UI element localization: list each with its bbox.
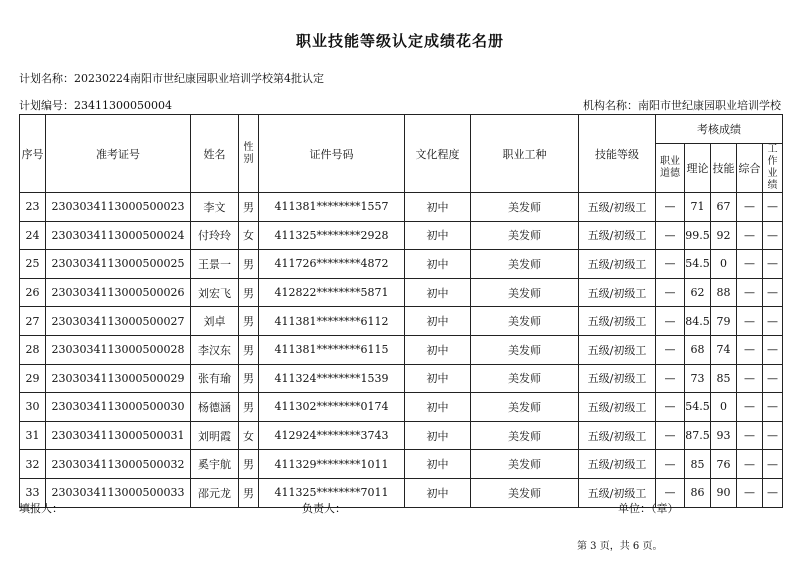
cell-seq: 28 <box>20 335 46 364</box>
cell-work: — <box>763 250 783 279</box>
cell-theory: 99.5 <box>685 221 711 250</box>
cell-theory: 84.5 <box>685 307 711 336</box>
header-scores: 考核成绩 <box>656 115 783 144</box>
cell-job: 美发师 <box>471 421 579 450</box>
header-morality: 职业道德 <box>656 144 685 193</box>
cell-level: 五级/初级工 <box>579 278 656 307</box>
cell-seq: 32 <box>20 450 46 479</box>
cell-morality: — <box>656 335 685 364</box>
cell-work: — <box>763 364 783 393</box>
cell-theory: 85 <box>685 450 711 479</box>
cell-job: 美发师 <box>471 250 579 279</box>
cell-gender: 男 <box>239 307 259 336</box>
cell-level: 五级/初级工 <box>579 193 656 222</box>
cell-id-no: 411726********4872 <box>259 250 405 279</box>
header-skill: 技能 <box>711 144 737 193</box>
cell-skill: 76 <box>711 450 737 479</box>
cell-morality: — <box>656 250 685 279</box>
cell-id-no: 411325********7011 <box>259 478 405 507</box>
cell-job: 美发师 <box>471 307 579 336</box>
header-name: 姓名 <box>191 115 239 193</box>
cell-total: — <box>737 307 763 336</box>
cell-seq: 27 <box>20 307 46 336</box>
table-row <box>20 393 783 422</box>
cell-education: 初中 <box>405 193 471 222</box>
table-row <box>20 193 783 222</box>
cell-exam-no: 2303034113000500033 <box>46 478 191 507</box>
cell-morality: — <box>656 221 685 250</box>
cell-seq: 33 <box>20 478 46 507</box>
cell-level: 五级/初级工 <box>579 335 656 364</box>
cell-seq: 25 <box>20 250 46 279</box>
cell-education: 初中 <box>405 307 471 336</box>
cell-exam-no: 2303034113000500029 <box>46 364 191 393</box>
cell-education: 初中 <box>405 364 471 393</box>
cell-total: — <box>737 450 763 479</box>
cell-skill: 85 <box>711 364 737 393</box>
cell-work: — <box>763 450 783 479</box>
cell-exam-no: 2303034113000500023 <box>46 193 191 222</box>
cell-gender: 男 <box>239 450 259 479</box>
cell-level: 五级/初级工 <box>579 393 656 422</box>
cell-seq: 31 <box>20 421 46 450</box>
cell-name: 奚宇航 <box>191 450 239 479</box>
header-work: 工作业绩 <box>763 144 783 193</box>
cell-job: 美发师 <box>471 364 579 393</box>
cell-education: 初中 <box>405 478 471 507</box>
cell-work: — <box>763 307 783 336</box>
cell-name: 李文 <box>191 193 239 222</box>
cell-education: 初中 <box>405 250 471 279</box>
cell-name: 杨德涵 <box>191 393 239 422</box>
cell-theory: 71 <box>685 193 711 222</box>
cell-theory: 86 <box>685 478 711 507</box>
cell-work: — <box>763 478 783 507</box>
cell-job: 美发师 <box>471 193 579 222</box>
cell-job: 美发师 <box>471 335 579 364</box>
header-seq: 序号 <box>20 115 46 193</box>
cell-skill: 92 <box>711 221 737 250</box>
cell-gender: 女 <box>239 221 259 250</box>
cell-id-no: 411381********6115 <box>259 335 405 364</box>
cell-id-no: 411381********6112 <box>259 307 405 336</box>
score-roster-table <box>19 114 783 508</box>
cell-education: 初中 <box>405 393 471 422</box>
cell-id-no: 411325********2928 <box>259 221 405 250</box>
organization-name: 机构名称：南阳市世纪康园职业培训学校 <box>583 99 781 112</box>
cell-morality: — <box>656 193 685 222</box>
cell-job: 美发师 <box>471 221 579 250</box>
cell-level: 五级/初级工 <box>579 364 656 393</box>
cell-level: 五级/初级工 <box>579 307 656 336</box>
cell-id-no: 411381********1557 <box>259 193 405 222</box>
cell-name: 邵元龙 <box>191 478 239 507</box>
cell-skill: 88 <box>711 278 737 307</box>
cell-gender: 男 <box>239 193 259 222</box>
cell-seq: 29 <box>20 364 46 393</box>
cell-job: 美发师 <box>471 478 579 507</box>
cell-exam-no: 2303034113000500026 <box>46 278 191 307</box>
cell-exam-no: 2303034113000500032 <box>46 450 191 479</box>
cell-id-no: 412822********5871 <box>259 278 405 307</box>
table-row <box>20 221 783 250</box>
cell-work: — <box>763 393 783 422</box>
table-row <box>20 335 783 364</box>
cell-name: 刘明霞 <box>191 421 239 450</box>
cell-education: 初中 <box>405 335 471 364</box>
cell-id-no: 411329********1011 <box>259 450 405 479</box>
cell-level: 五级/初级工 <box>579 450 656 479</box>
table-row <box>20 421 783 450</box>
cell-education: 初中 <box>405 278 471 307</box>
cell-level: 五级/初级工 <box>579 250 656 279</box>
cell-skill: 0 <box>711 250 737 279</box>
cell-seq: 30 <box>20 393 46 422</box>
cell-skill: 93 <box>711 421 737 450</box>
cell-exam-no: 2303034113000500024 <box>46 221 191 250</box>
cell-seq: 26 <box>20 278 46 307</box>
cell-skill: 90 <box>711 478 737 507</box>
cell-morality: — <box>656 364 685 393</box>
cell-name: 李汉东 <box>191 335 239 364</box>
cell-skill: 79 <box>711 307 737 336</box>
header-theory: 理论 <box>685 144 711 193</box>
cell-gender: 男 <box>239 478 259 507</box>
cell-gender: 女 <box>239 421 259 450</box>
cell-gender: 男 <box>239 278 259 307</box>
table-row <box>20 364 783 393</box>
cell-job: 美发师 <box>471 393 579 422</box>
footer-manager: 负责人： <box>302 502 346 515</box>
cell-seq: 23 <box>20 193 46 222</box>
cell-total: — <box>737 393 763 422</box>
cell-gender: 男 <box>239 393 259 422</box>
cell-exam-no: 2303034113000500030 <box>46 393 191 422</box>
table-row <box>20 307 783 336</box>
cell-exam-no: 2303034113000500031 <box>46 421 191 450</box>
cell-skill: 0 <box>711 393 737 422</box>
cell-gender: 男 <box>239 335 259 364</box>
cell-skill: 74 <box>711 335 737 364</box>
cell-total: — <box>737 364 763 393</box>
cell-morality: — <box>656 421 685 450</box>
cell-morality: — <box>656 478 685 507</box>
cell-gender: 男 <box>239 364 259 393</box>
cell-work: — <box>763 221 783 250</box>
cell-exam-no: 2303034113000500027 <box>46 307 191 336</box>
header-id-no: 证件号码 <box>259 115 405 193</box>
footer-filler: 填报人： <box>19 502 63 515</box>
cell-education: 初中 <box>405 450 471 479</box>
cell-total: — <box>737 221 763 250</box>
header-education: 文化程度 <box>405 115 471 193</box>
cell-id-no: 412924********3743 <box>259 421 405 450</box>
header-gender: 性别 <box>239 115 259 193</box>
cell-theory: 68 <box>685 335 711 364</box>
cell-total: — <box>737 478 763 507</box>
cell-level: 五级/初级工 <box>579 221 656 250</box>
cell-morality: — <box>656 307 685 336</box>
plan-number: 计划编号：23411300050004 <box>19 99 172 112</box>
cell-total: — <box>737 278 763 307</box>
cell-work: — <box>763 193 783 222</box>
cell-name: 刘宏飞 <box>191 278 239 307</box>
cell-theory: 87.5 <box>685 421 711 450</box>
cell-total: — <box>737 193 763 222</box>
cell-exam-no: 2303034113000500025 <box>46 250 191 279</box>
cell-total: — <box>737 335 763 364</box>
table-row <box>20 278 783 307</box>
document-title: 职业技能等级认定成绩花名册 <box>295 32 504 50</box>
cell-skill: 67 <box>711 193 737 222</box>
cell-level: 五级/初级工 <box>579 478 656 507</box>
cell-job: 美发师 <box>471 278 579 307</box>
cell-morality: — <box>656 278 685 307</box>
cell-name: 付玲玲 <box>191 221 239 250</box>
cell-education: 初中 <box>405 421 471 450</box>
cell-seq: 24 <box>20 221 46 250</box>
footer-unit: 单位：（章） <box>618 502 679 515</box>
header-total: 综合 <box>737 144 763 193</box>
header-level: 技能等级 <box>579 115 656 193</box>
cell-name: 张有瑜 <box>191 364 239 393</box>
page-number: 第 3 页，共 6 页。 <box>577 541 663 552</box>
header-job: 职业工种 <box>471 115 579 193</box>
cell-theory: 54.5 <box>685 393 711 422</box>
cell-name: 刘卓 <box>191 307 239 336</box>
cell-total: — <box>737 421 763 450</box>
cell-work: — <box>763 335 783 364</box>
cell-theory: 54.5 <box>685 250 711 279</box>
cell-morality: — <box>656 450 685 479</box>
header-exam-no: 准考证号 <box>46 115 191 193</box>
table-row <box>20 250 783 279</box>
cell-education: 初中 <box>405 221 471 250</box>
cell-work: — <box>763 278 783 307</box>
cell-work: — <box>763 421 783 450</box>
cell-gender: 男 <box>239 250 259 279</box>
cell-name: 王景一 <box>191 250 239 279</box>
cell-total: — <box>737 250 763 279</box>
cell-job: 美发师 <box>471 450 579 479</box>
cell-theory: 62 <box>685 278 711 307</box>
table-row <box>20 450 783 479</box>
cell-morality: — <box>656 393 685 422</box>
plan-name: 计划名称：20230224南阳市世纪康园职业培训学校第4批认定 <box>19 72 324 85</box>
cell-id-no: 411302********0174 <box>259 393 405 422</box>
cell-id-no: 411324********1539 <box>259 364 405 393</box>
cell-level: 五级/初级工 <box>579 421 656 450</box>
cell-theory: 73 <box>685 364 711 393</box>
cell-exam-no: 2303034113000500028 <box>46 335 191 364</box>
